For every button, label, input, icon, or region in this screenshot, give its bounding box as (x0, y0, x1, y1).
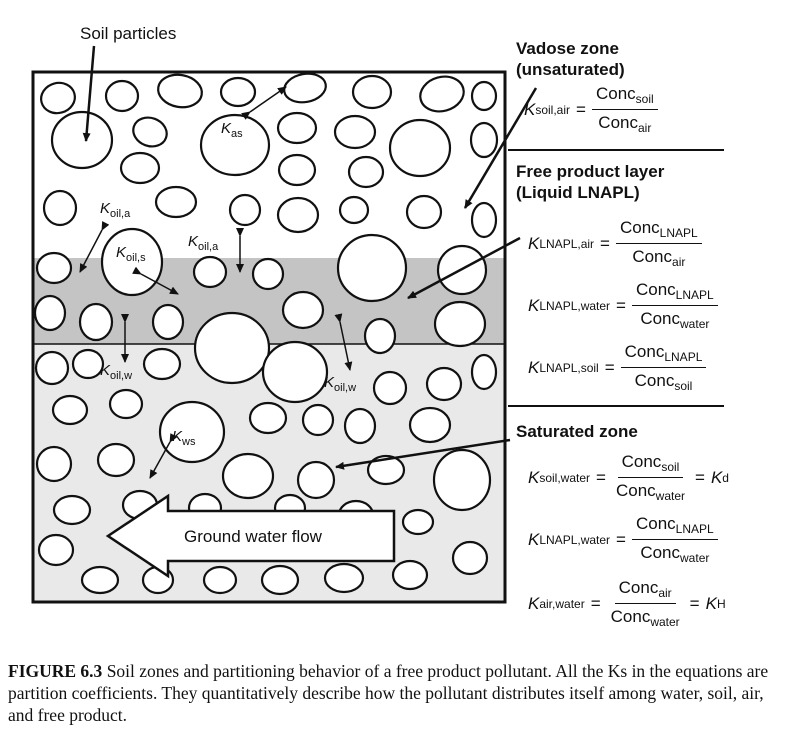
k-as-label: $K_{as}$ (221, 120, 243, 140)
figure-caption (8, 660, 780, 726)
equation-k-lnapl-air: K LNAPL,air = $\frac{Conc_{LNAPL}}{Conc_{air}}$ (528, 218, 708, 269)
vadose-zone-heading: Vadose zone (unsaturated) (516, 39, 625, 79)
equation-k-soil-water: K soil,water = $\frac{Conc_{soil}}{Conc_{water}}$ = K d (528, 452, 729, 503)
equation-k-soil-air: K soil,air = $\frac{Conc_{soil}}{Conc_{air}}$ (524, 84, 664, 135)
equation-k-lnapl-water-lower: K LNAPL,water = $\frac{Conc_{LNAPL}}{Conc_{water}}$ (528, 514, 724, 565)
k-oil-s-label: $K_{oil,s}$ (116, 244, 146, 264)
k-oil-a-left-label: $K_{oil,a}$ (100, 200, 131, 220)
free-product-heading: Free product layer (Liquid LNAPL) (516, 162, 665, 202)
soil-particles-label: Soil particles (80, 24, 177, 43)
figure-caption-label: FIGURE 6.3 (8, 661, 103, 681)
equation-k-lnapl-water-upper: K LNAPL,water = $\frac{Conc_{LNAPL}}{Conc_{water}}$ (528, 280, 724, 331)
k-oil-w-right-label: $K_{oil,w}$ (324, 374, 357, 394)
saturated-zone-heading: Saturated zone (516, 422, 638, 441)
equation-k-air-water: K air,water = $\frac{Conc_{air}}{Conc_{water}}$ = K H (528, 578, 726, 629)
figure-caption-text: Soil zones and partitioning behavior of a free product pollutant. All the Ks in the equations are partition coefficients. They quantitatively describe how the pollutant distributes itself among water, soil, air, and free product. (8, 661, 769, 725)
ground-water-flow-label: Ground water flow (184, 527, 322, 546)
equation-k-lnapl-soil: K LNAPL,soil = $\frac{Conc_{LNAPL}}{Conc_{soil}}$ (528, 342, 712, 393)
k-oil-a-mid-label: $K_{oil,a}$ (188, 233, 219, 253)
k-ws-label: $K_{ws}$ (172, 428, 196, 448)
k-oil-w-left-label: $K_{oil,w}$ (100, 362, 133, 382)
